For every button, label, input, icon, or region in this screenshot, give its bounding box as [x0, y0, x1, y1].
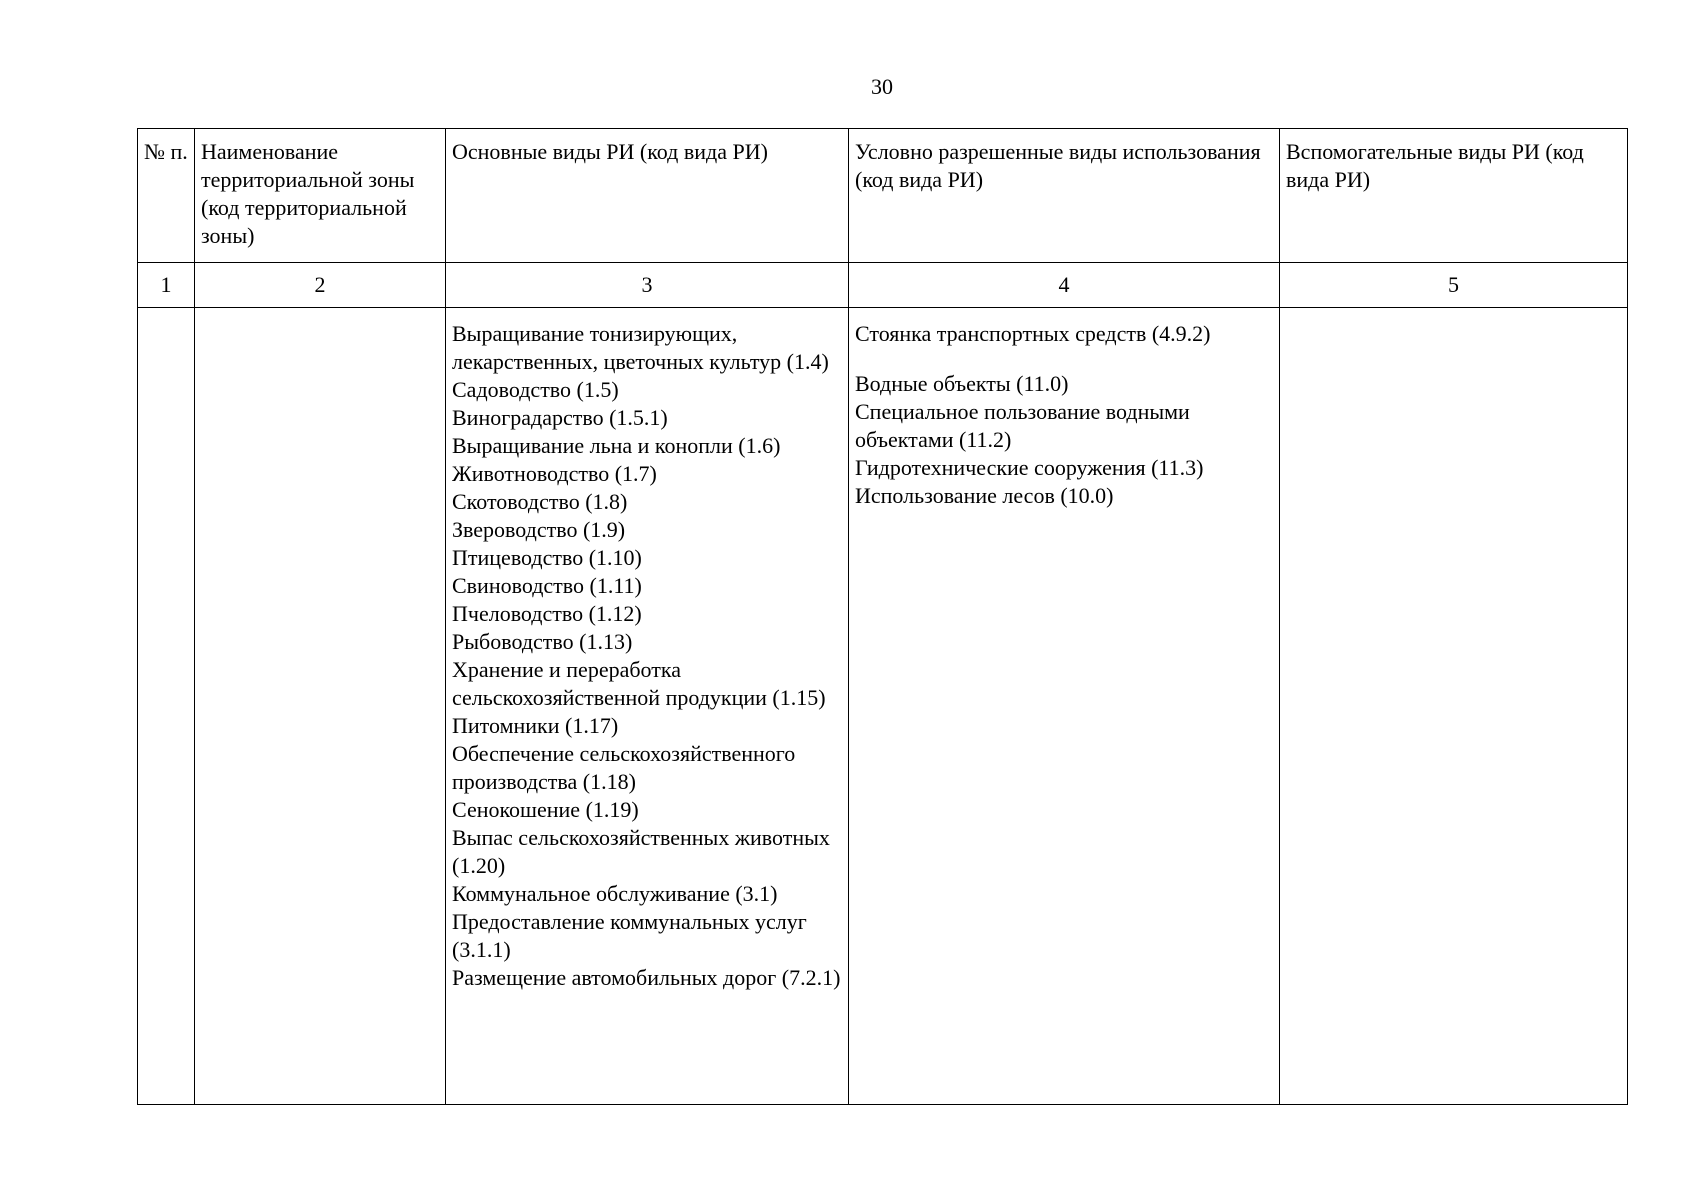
row-number-cell: [138, 308, 195, 1105]
column-number: 3: [446, 263, 849, 308]
list-item: Свиноводство (1.11): [452, 573, 642, 598]
zone-name-cell: [195, 308, 446, 1105]
column-number: 4: [849, 263, 1280, 308]
list-item: Гидротехнические сооружения (11.3): [855, 455, 1204, 480]
list-item: Выращивание тонизирующих, лекарственных, цветочных культур (1.4): [452, 321, 829, 374]
table-header-row: [138, 129, 1628, 263]
list-item: Обеспечение сельскохозяйственного производства (1.18): [452, 741, 796, 794]
list-item: Коммунальное обслуживание (3.1): [452, 881, 778, 906]
list-item: Водные объекты (11.0): [855, 371, 1069, 396]
main-uses-cell: [446, 308, 849, 1105]
column-number: 2: [195, 263, 446, 308]
header-conditional-uses: Условно разрешенные виды использования (код вида РИ): [849, 129, 1280, 263]
list-item: Сенокошение (1.19): [452, 797, 639, 822]
header-zone-name: Наименование территориальной зоны (код территориальной зоны): [195, 129, 446, 263]
list-item: Звероводство (1.9): [452, 517, 626, 542]
spacer: [855, 348, 1273, 370]
header-number: № п.: [138, 129, 195, 263]
list-item: Стоянка транспортных средств (4.9.2): [855, 321, 1211, 346]
list-item: Размещение автомобильных дорог (7.2.1): [452, 965, 841, 990]
list-item: Хранение и переработка сельскохозяйственной продукции (1.15): [452, 657, 826, 710]
conditional-uses-cell: [849, 308, 1280, 1105]
column-number: 1: [138, 263, 195, 308]
list-item: Специальное пользование водными объектами (11.2): [855, 399, 1190, 452]
list-item: Использование лесов (10.0): [855, 483, 1114, 508]
auxiliary-uses-cell: [1280, 308, 1628, 1105]
list-item: Животноводство (1.7): [452, 461, 657, 486]
list-item: Птицеводство (1.10): [452, 545, 642, 570]
list-item: Виноградарство (1.5.1): [452, 405, 668, 430]
list-item: Питомники (1.17): [452, 713, 619, 738]
header-auxiliary-uses: Вспомогательные виды РИ (код вида РИ): [1280, 129, 1628, 263]
zoning-table: [137, 128, 1628, 1105]
list-item: Выращивание льна и конопли (1.6): [452, 433, 781, 458]
list-item: Садоводство (1.5): [452, 377, 619, 402]
column-number: 5: [1280, 263, 1628, 308]
table-row: [138, 308, 1628, 1105]
list-item: Предоставление коммунальных услуг (3.1.1): [452, 909, 807, 962]
column-number-row: [138, 263, 1628, 308]
list-item: Пчеловодство (1.12): [452, 601, 642, 626]
page-number: 30: [871, 74, 893, 99]
list-item: Рыбоводство (1.13): [452, 629, 633, 654]
header-main-uses: Основные виды РИ (код вида РИ): [446, 129, 849, 263]
list-item: Скотоводство (1.8): [452, 489, 628, 514]
list-item: Выпас сельскохозяйственных животных (1.20): [452, 825, 830, 878]
